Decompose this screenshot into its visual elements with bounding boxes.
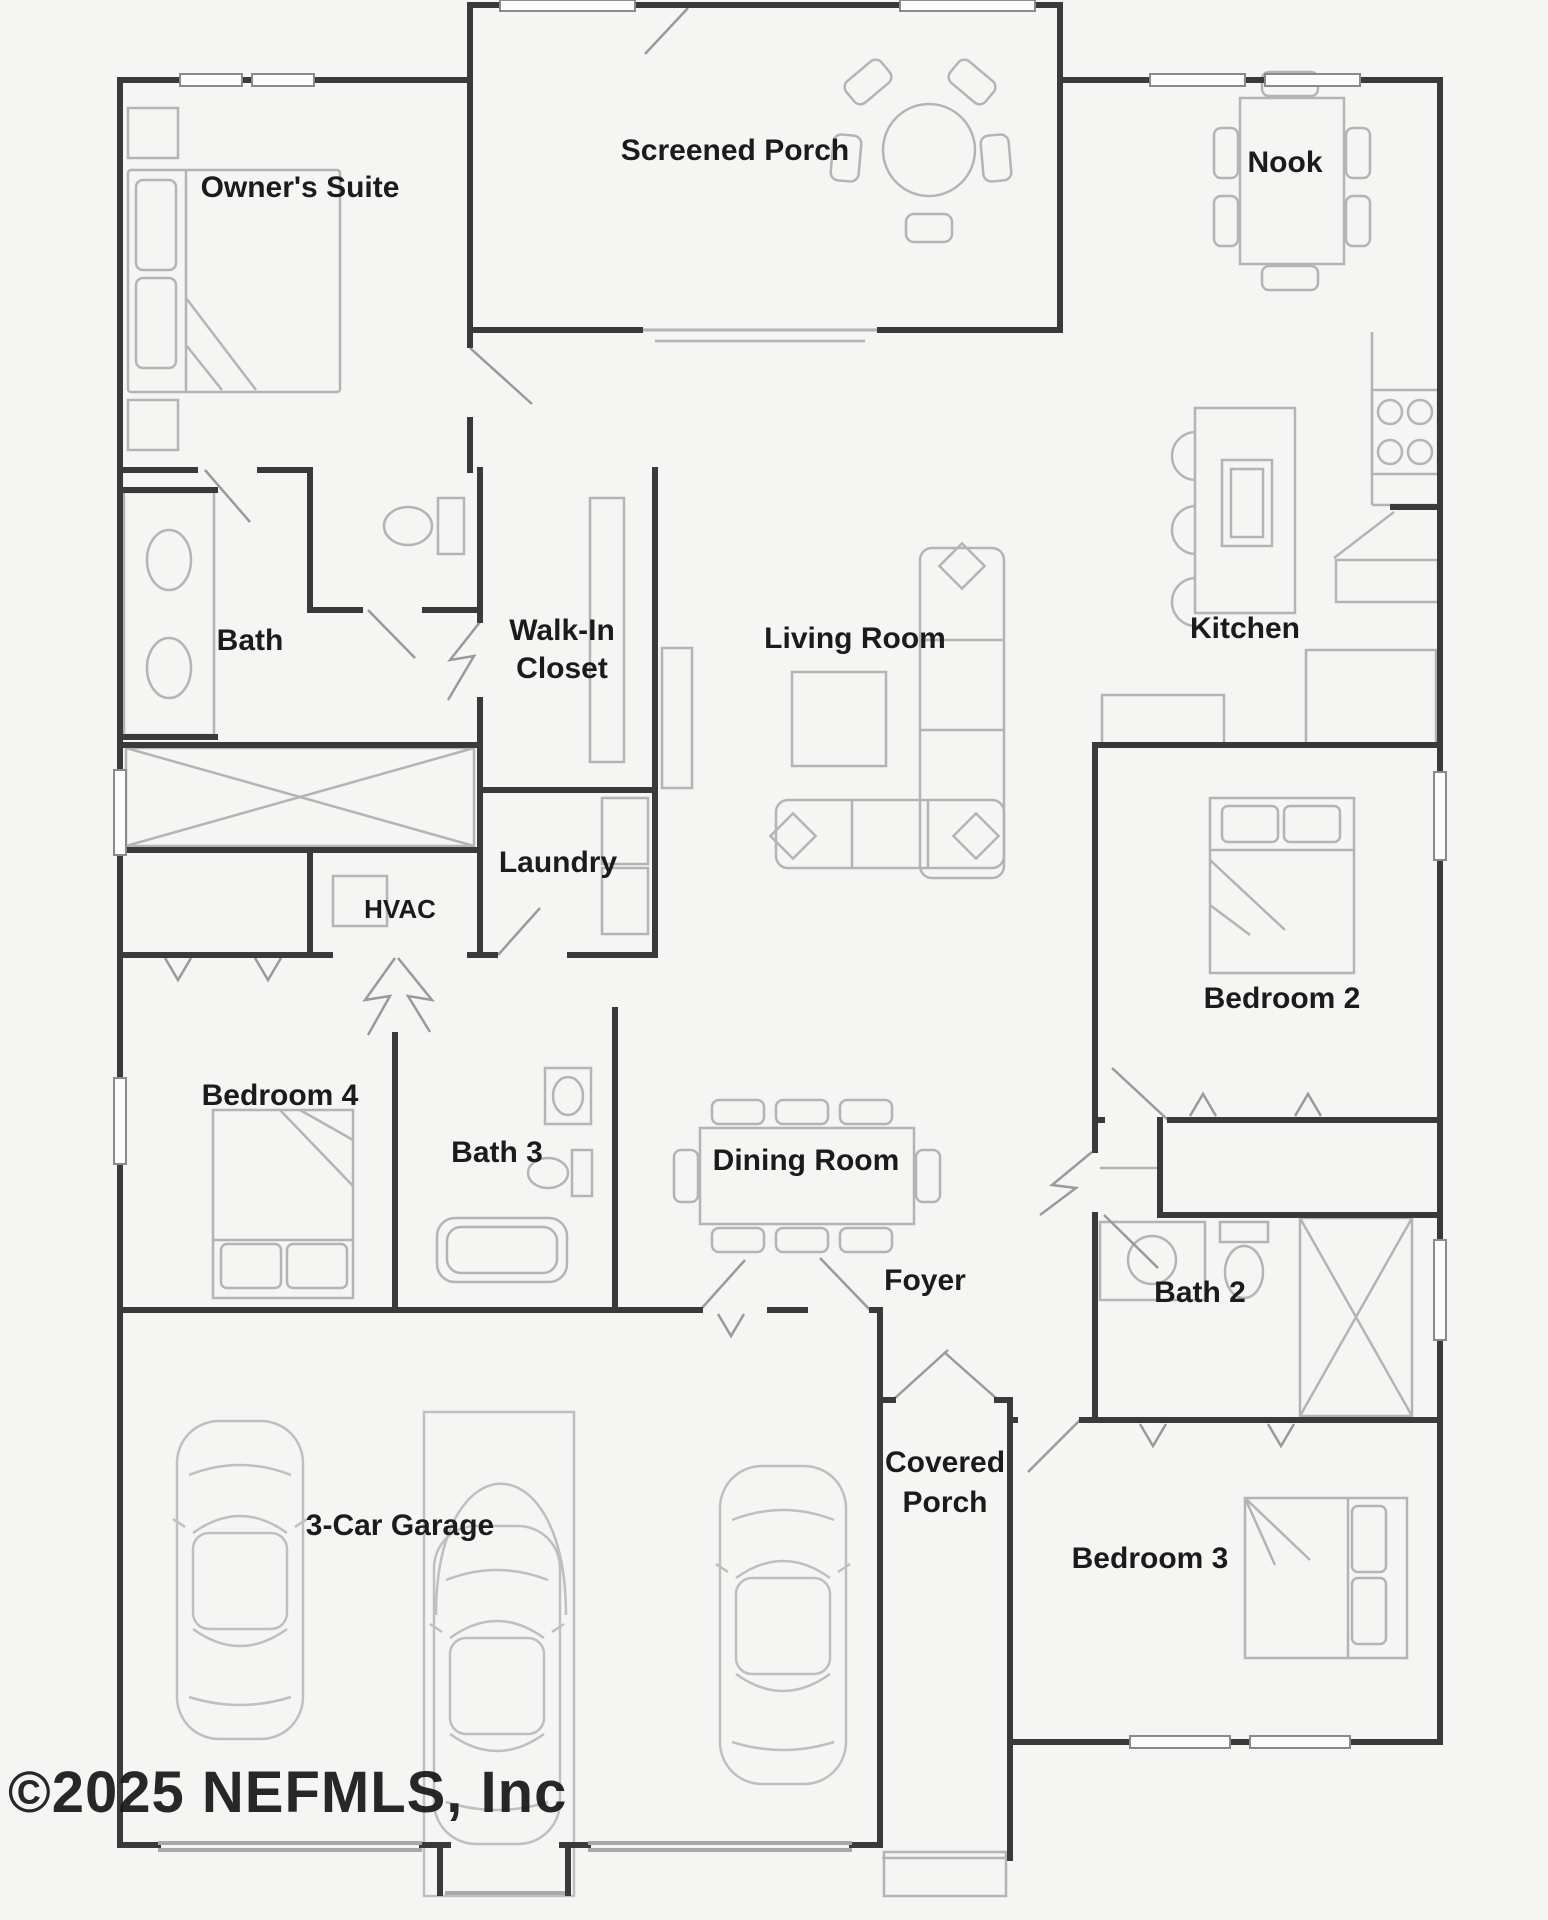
chair-icon	[980, 134, 1012, 182]
window-icon	[500, 0, 635, 11]
chair-icon	[840, 1100, 892, 1124]
chair-icon	[674, 1150, 698, 1202]
door-icon	[368, 610, 415, 658]
walls	[120, 5, 1440, 1893]
window-icon	[114, 770, 126, 855]
chair-icon	[712, 1228, 764, 1252]
chair-icon	[1346, 196, 1370, 246]
chair-icon	[906, 214, 952, 242]
sink-icon	[147, 530, 191, 590]
door-icon	[498, 908, 540, 955]
window-icon	[1434, 1240, 1446, 1340]
coffee-table-icon	[792, 672, 886, 766]
car-icon	[173, 1421, 307, 1739]
window-icon	[1434, 772, 1446, 860]
stool-icon	[1172, 432, 1196, 480]
round-table-icon	[830, 56, 1012, 242]
room-label-screened-porch: Screened Porch	[620, 134, 850, 167]
window-icon	[114, 1078, 126, 1164]
door-icon	[365, 958, 395, 1035]
room-label-kitchen: Kitchen	[1189, 612, 1301, 645]
room-label-owners-suite: Owner's Suite	[200, 171, 400, 204]
watermark-text: ©2025 NEFMLS, Inc	[8, 1760, 568, 1825]
chair-icon	[1262, 266, 1318, 290]
room-label-foyer: Foyer	[884, 1264, 966, 1297]
room-label-hvac: HVAC	[364, 894, 436, 924]
bed-icon	[1210, 798, 1354, 973]
room-label-living-room: Living Room	[764, 622, 946, 655]
window-icon	[1265, 74, 1360, 86]
window-icon	[180, 74, 242, 86]
chair-icon	[1346, 128, 1370, 178]
window-icon	[1150, 74, 1245, 86]
bed-icon	[1245, 1498, 1407, 1658]
door-icon	[944, 1352, 996, 1398]
car-icon	[436, 1484, 566, 1615]
window-icon	[1250, 1736, 1350, 1748]
door-icon	[1028, 1420, 1080, 1472]
room-label-covered-porch: Porch	[902, 1486, 988, 1519]
toilet-icon	[384, 498, 464, 554]
chair-icon	[841, 56, 894, 107]
room-label-bedroom-3: Bedroom 3	[1071, 1542, 1229, 1575]
shower-icon	[126, 748, 474, 846]
chair-icon	[1214, 128, 1238, 178]
dining-table-icon	[1214, 72, 1370, 290]
door-icon	[820, 1258, 870, 1310]
door-chevron	[718, 1314, 744, 1336]
room-label-bath: Bath	[216, 624, 284, 657]
room-label-covered-porch: Covered	[884, 1446, 1006, 1479]
car-icon	[716, 1466, 850, 1784]
windows	[114, 0, 1446, 1748]
stool-icon	[1172, 506, 1196, 554]
door-icon	[398, 958, 432, 1032]
room-label-nook: Nook	[1247, 146, 1323, 179]
tub-icon	[437, 1218, 567, 1282]
room-label-bedroom-2: Bedroom 2	[1203, 982, 1361, 1015]
door-icon	[645, 8, 688, 54]
door-icon	[702, 1260, 745, 1308]
window-icon	[252, 74, 314, 86]
room-labels	[201, 134, 1361, 1575]
bed-icon	[128, 108, 340, 450]
door-icon	[1040, 1152, 1092, 1215]
chair-icon	[712, 1100, 764, 1124]
sink-icon	[147, 638, 191, 698]
chair-icon	[776, 1100, 828, 1124]
vanity-icon	[124, 492, 214, 735]
door-chevron	[1190, 1094, 1216, 1116]
window-icon	[1130, 1736, 1230, 1748]
chair-icon	[916, 1150, 940, 1202]
room-label-bedroom-4: Bedroom 4	[201, 1079, 359, 1112]
garage-doors	[158, 1843, 852, 1893]
room-label-dining-room: Dining Room	[712, 1144, 900, 1177]
room-label-walk-in-closet: Walk-In	[509, 614, 615, 647]
door-chevron	[1140, 1424, 1166, 1446]
nightstand-icon	[128, 108, 178, 158]
chair-icon	[945, 56, 998, 107]
door-icon	[470, 348, 532, 404]
door-chevron	[255, 958, 281, 980]
shower-icon	[1300, 1218, 1412, 1416]
bed-icon	[213, 1110, 353, 1298]
room-label-bath-2: Bath 2	[1154, 1276, 1246, 1309]
nightstand-icon	[128, 400, 178, 450]
chair-icon	[776, 1228, 828, 1252]
sink-icon	[1222, 460, 1272, 546]
door-icon	[1112, 1068, 1168, 1120]
door-chevron	[1295, 1094, 1321, 1116]
door-icon	[895, 1350, 948, 1398]
furniture-layer	[124, 56, 1440, 1896]
door-chevron	[165, 958, 191, 980]
room-label-walk-in-closet: Closet	[516, 652, 608, 685]
door-icon	[448, 622, 480, 700]
kitchen-island-icon	[1172, 408, 1295, 626]
chair-icon	[1214, 196, 1238, 246]
cooktop-icon	[1372, 390, 1438, 474]
room-label-bath-3: Bath 3	[451, 1136, 543, 1169]
door-chevron	[1268, 1424, 1294, 1446]
chair-icon	[840, 1228, 892, 1252]
sink-icon	[545, 1068, 591, 1124]
window-icon	[900, 0, 1035, 11]
door-icon	[205, 470, 250, 522]
room-label-garage: 3-Car Garage	[305, 1509, 495, 1542]
room-label-laundry: Laundry	[498, 846, 618, 879]
console-icon	[662, 648, 692, 788]
